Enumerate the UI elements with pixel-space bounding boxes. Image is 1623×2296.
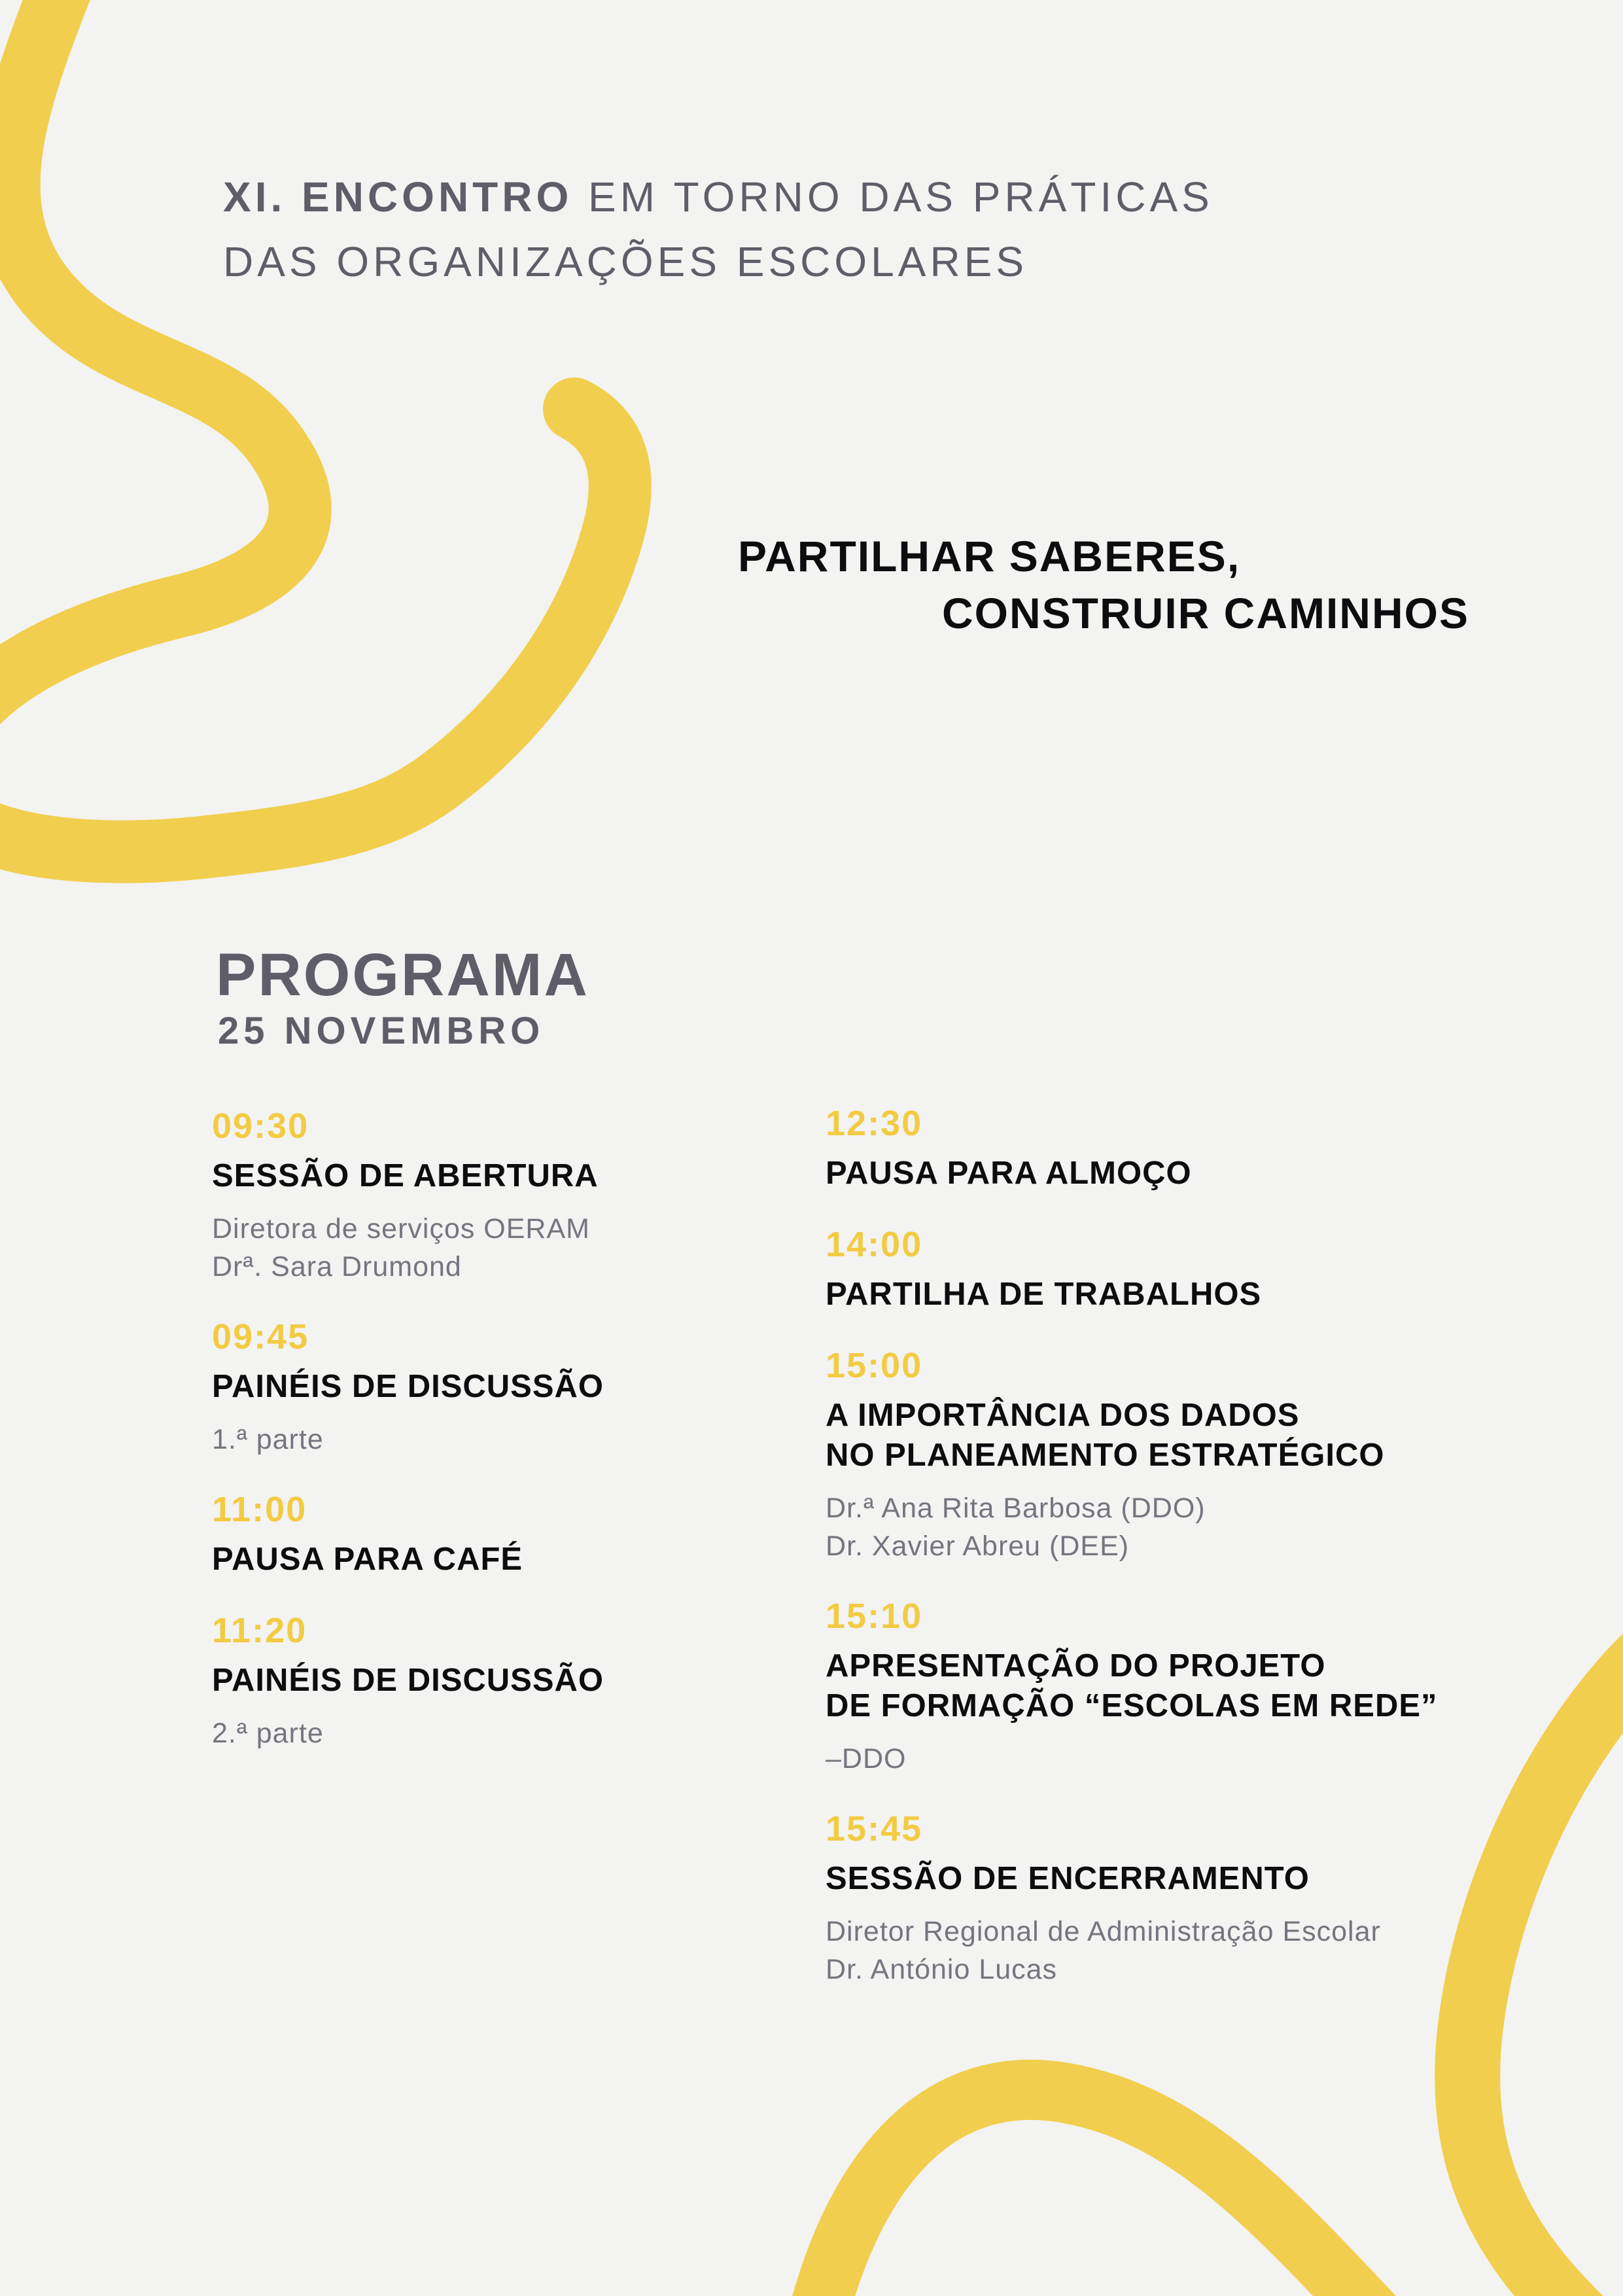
event-motto-line1: PARTILHAR SABERES, [738,532,1241,580]
schedule-column-left [212,1106,788,1783]
slot-notes [826,1740,1597,1778]
slot-title-line: DE FORMAÇÃO “ESCOLAS EM REDE” [826,1688,1438,1723]
slot-title-line: PAINÉIS DE DISCUSSÃO [212,1369,604,1404]
slot-time: 09:30 [212,1106,309,1146]
slot-title-line: SESSÃO DE ENCERRAMENTO [826,1861,1310,1896]
slot-note-line: Diretor Regional de Administração Escolar [826,1916,1381,1947]
program-date: 25 NOVEMBRO [218,1010,545,1052]
slot-notes [826,1489,1597,1565]
slot-title-line: NO PLANEAMENTO ESTRATÉGICO [826,1438,1385,1473]
slot-note-line: Dr. Xavier Abreu (DEE) [826,1530,1130,1562]
slot-title [826,1396,1597,1475]
schedule-item [826,1103,1597,1193]
slot-title [212,1156,788,1196]
slot-title-line: PAINÉIS DE DISCUSSÃO [212,1663,604,1698]
slot-time: 12:30 [826,1104,923,1143]
slot-notes [212,1210,788,1286]
slot-note-line: Dr.ª Ana Rita Barbosa (DDO) [826,1492,1206,1524]
slot-time: 11:00 [212,1490,307,1529]
slot-note-line: Diretora de serviços OERAM [212,1213,590,1245]
slot-note-line: 2.ª parte [212,1718,324,1749]
slot-time: 11:20 [212,1611,307,1650]
slot-title [826,1646,1597,1726]
slot-title-line: A IMPORTÂNCIA DOS DADOS [826,1398,1300,1433]
slot-time: 15:45 [826,1809,923,1848]
schedule-item [212,1316,788,1458]
slot-notes [212,1714,788,1752]
event-title-line1-rest: EM TORNO DAS PRÁTICAS [572,173,1213,221]
event-motto-line2: CONSTRUIR CAMINHOS [942,589,1469,637]
schedule-item [212,1106,788,1286]
slot-time: 15:10 [826,1597,923,1636]
slot-time: 15:00 [826,1346,923,1385]
slot-title-line: APRESENTAÇÃO DO PROJETO [826,1648,1326,1684]
slot-title-line: PAUSA PARA ALMOÇO [826,1156,1192,1191]
slot-time: 14:00 [826,1225,923,1264]
slot-title-line: SESSÃO DE ABERTURA [212,1158,599,1193]
slot-notes [212,1421,788,1458]
slot-title [212,1540,788,1580]
event-title [223,165,1213,294]
slot-title [826,1275,1597,1315]
slot-title [826,1154,1597,1193]
slot-title [826,1859,1597,1899]
schedule-item [826,1809,1597,1988]
slot-note-line: Dr. António Lucas [826,1954,1058,1985]
slot-note-line: –DDO [826,1743,907,1775]
schedule-item [826,1345,1597,1565]
slot-title-line: PARTILHA DE TRABALHOS [826,1277,1262,1312]
slot-note-line: Drª. Sara Drumond [212,1251,462,1282]
schedule-item [826,1224,1597,1315]
program-heading: PROGRAMA [216,942,589,1008]
schedule-item [826,1596,1597,1778]
event-title-line1 [223,165,1213,230]
slot-note-line: 1.ª parte [212,1424,324,1455]
slot-title [212,1367,788,1407]
schedule-column-right [826,1103,1597,2019]
schedule-item [212,1489,788,1580]
event-title-line2: DAS ORGANIZAÇÕES ESCOLARES [223,238,1028,285]
slot-time: 09:45 [212,1317,309,1356]
slot-title [212,1661,788,1701]
slot-notes [826,1913,1597,1988]
event-title-edition: XI. ENCONTRO [223,173,573,221]
schedule-item [212,1610,788,1752]
slot-title-line: PAUSA PARA CAFÉ [212,1542,523,1577]
